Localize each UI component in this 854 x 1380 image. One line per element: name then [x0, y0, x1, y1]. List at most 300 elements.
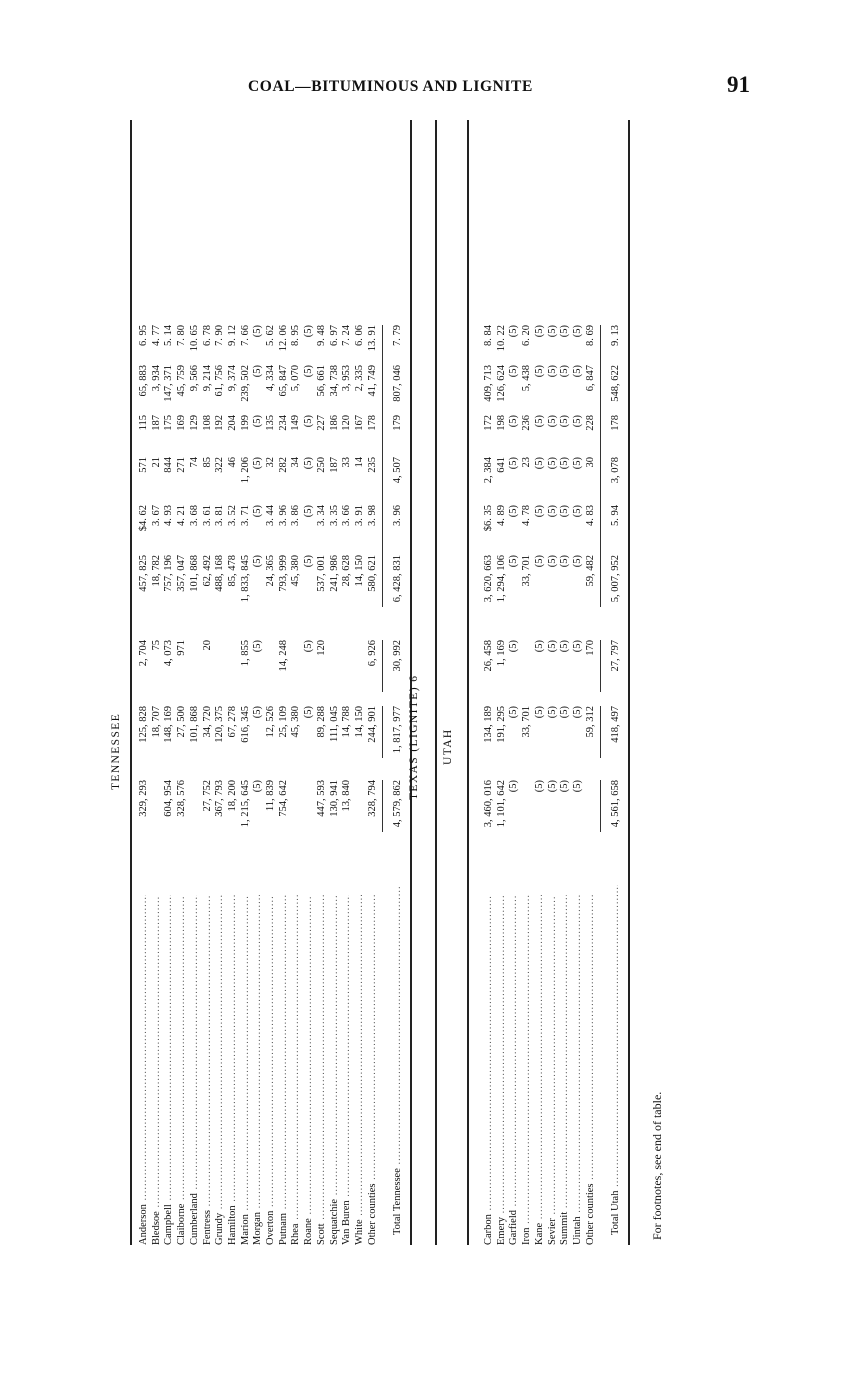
row-value: 41, 749	[366, 365, 378, 397]
row-value: 5. 14	[163, 325, 175, 346]
row-value: $4. 62	[138, 505, 149, 532]
row-value: (5)	[303, 555, 315, 568]
row-value: (5)	[571, 365, 583, 378]
row-value: 6. 97	[328, 325, 340, 346]
row-value: (5)	[508, 365, 520, 378]
row-value: (5)	[546, 640, 558, 653]
row-value: (5)	[533, 365, 545, 378]
row-label: Grundy .....	[214, 895, 226, 1245]
table-row	[329, 120, 341, 1245]
row-value: (5)	[252, 325, 264, 338]
table-row	[252, 120, 264, 1245]
row-value: 2, 335	[353, 365, 365, 392]
row-value: 641	[495, 457, 507, 473]
row-value: 74	[188, 457, 200, 468]
row-value: (5)	[571, 640, 583, 653]
table-row	[572, 120, 584, 1245]
row-value: 59, 312	[584, 706, 596, 738]
row-value: 115	[138, 415, 149, 431]
row-value: 3, 078	[610, 457, 622, 484]
row-value: (5)	[571, 555, 583, 568]
row-value: 204	[226, 415, 238, 431]
row-value: (5)	[533, 505, 545, 518]
row-value: (5)	[303, 457, 315, 470]
row-value: 757, 196	[163, 555, 175, 592]
subtotal-rule	[600, 555, 601, 607]
row-value: (5)	[546, 780, 558, 793]
row-value: 14, 788	[341, 706, 353, 738]
row-label: Total Tennessee .....	[392, 885, 404, 1235]
row-label: Emery .....	[496, 895, 508, 1245]
row-value: 239, 502	[239, 365, 251, 402]
row-value: (5)	[559, 505, 571, 518]
row-value: 33	[341, 457, 353, 468]
row-value: 169	[176, 415, 188, 431]
row-value: 126, 624	[495, 365, 507, 402]
row-label: Rhea .....	[290, 895, 302, 1245]
row-value: 3. 66	[341, 505, 353, 526]
row-value: 20	[201, 640, 213, 651]
row-value: 6, 926	[366, 640, 378, 667]
row-value: 18, 200	[226, 780, 238, 812]
row-value: 198	[495, 415, 507, 431]
table-row	[214, 120, 226, 1245]
row-value: (5)	[303, 706, 315, 719]
subtotal-rule	[600, 780, 601, 832]
row-value: 1, 833, 845	[239, 555, 251, 603]
subtotal-rule	[600, 505, 601, 557]
row-value: 329, 293	[138, 780, 149, 817]
total-row	[392, 120, 404, 1245]
table-row	[151, 120, 163, 1245]
row-value: (5)	[559, 457, 571, 470]
row-value: (5)	[571, 415, 583, 428]
rule-before-utah	[467, 120, 469, 1245]
row-value: 548, 622	[610, 365, 622, 402]
row-label: Van Buren .....	[341, 895, 353, 1245]
row-value: 12. 06	[277, 325, 289, 352]
row-value: 3. 71	[239, 505, 251, 526]
row-value: 3, 460, 016	[483, 780, 494, 828]
row-value: 175	[163, 415, 175, 431]
row-value: 4. 78	[521, 505, 533, 526]
row-value: 179	[392, 415, 404, 431]
row-value: 13. 91	[366, 325, 378, 352]
row-value: 4. 89	[495, 505, 507, 526]
row-value: 75	[150, 640, 162, 651]
row-label: Garfield .....	[508, 895, 520, 1245]
row-value: 5, 007, 952	[610, 555, 622, 603]
row-value: (5)	[546, 706, 558, 719]
row-value: 14, 248	[277, 640, 289, 672]
row-value: 447, 593	[315, 780, 327, 817]
row-value: (5)	[303, 640, 315, 653]
row-value: 1, 855	[239, 640, 251, 667]
row-value: 244, 901	[366, 706, 378, 743]
row-value: 34, 720	[201, 706, 213, 738]
row-value: 793, 999	[277, 555, 289, 592]
row-label: Sevier .....	[547, 895, 559, 1245]
row-label: Other counties .....	[367, 895, 379, 1245]
row-value: 6. 06	[353, 325, 365, 346]
row-value: 11, 839	[265, 780, 276, 812]
row-value: 4, 579, 862	[392, 780, 404, 828]
row-value: 1, 215, 645	[239, 780, 251, 828]
table-row	[521, 120, 533, 1245]
row-value: (5)	[571, 505, 583, 518]
row-value: 807, 046	[392, 365, 404, 402]
row-value: 2, 704	[138, 640, 149, 667]
row-value: 9. 13	[610, 325, 622, 346]
row-value: 7. 24	[341, 325, 353, 346]
row-value: (5)	[571, 325, 583, 338]
row-label: Scott .....	[316, 895, 328, 1245]
row-value: 4. 21	[176, 505, 188, 526]
row-value: (5)	[303, 505, 315, 518]
row-value: 5. 94	[610, 505, 622, 526]
row-value: 241, 986	[328, 555, 340, 592]
row-value: 18, 707	[150, 706, 162, 738]
table-row	[367, 120, 379, 1245]
row-value: 8. 69	[584, 325, 596, 346]
row-value: 9. 48	[315, 325, 327, 346]
row-value: (5)	[252, 457, 264, 470]
table-row	[496, 120, 508, 1245]
row-value: 45, 380	[290, 555, 302, 587]
row-value: 7. 79	[392, 325, 404, 346]
row-value: 1, 169	[495, 640, 507, 667]
row-value: 186	[328, 415, 340, 431]
row-value: 25, 109	[277, 706, 289, 738]
row-value: 9. 12	[226, 325, 238, 346]
subtotal-rule	[382, 325, 383, 377]
row-value: 27, 752	[201, 780, 213, 812]
subtotal-rule	[600, 325, 601, 377]
row-value: 191, 295	[495, 706, 507, 743]
row-value: (5)	[303, 415, 315, 428]
row-value: (5)	[252, 780, 264, 793]
row-value: 12, 526	[265, 706, 276, 738]
row-value: (5)	[533, 325, 545, 338]
row-label: Iron .....	[521, 895, 533, 1245]
row-value: (5)	[508, 325, 520, 338]
row-value: (5)	[546, 415, 558, 428]
running-title: COAL—BITUMINOUS AND LIGNITE	[248, 78, 533, 95]
row-value: 129	[188, 415, 200, 431]
row-value: 3. 98	[366, 505, 378, 526]
row-value: (5)	[559, 325, 571, 338]
row-value: 7. 66	[239, 325, 251, 346]
row-label: White .....	[354, 895, 366, 1245]
row-value: 178	[610, 415, 622, 431]
row-value: 537, 001	[315, 555, 327, 592]
row-value: 580, 621	[366, 555, 378, 592]
row-value: 149	[290, 415, 302, 431]
row-value: 34	[290, 457, 302, 468]
page-header	[0, 70, 854, 110]
row-value: 8. 95	[290, 325, 302, 346]
row-value: 3. 68	[188, 505, 200, 526]
row-value: 10. 65	[188, 325, 200, 352]
row-value: 6. 95	[138, 325, 149, 346]
table-row	[547, 120, 559, 1245]
row-value: 6. 20	[521, 325, 533, 346]
total-row	[610, 120, 622, 1245]
row-value: 18, 782	[150, 555, 162, 587]
row-value: 971	[176, 640, 188, 656]
subtotal-rule	[600, 415, 601, 467]
row-value: 89, 288	[315, 706, 327, 738]
row-value: 3. 44	[265, 505, 276, 526]
row-value: 3, 953	[341, 365, 353, 392]
subtotal-rule	[382, 706, 383, 758]
table-row	[303, 120, 315, 1245]
subtotal-rule	[382, 505, 383, 557]
row-label: Cumberland .....	[189, 895, 201, 1245]
row-value: 45, 759	[176, 365, 188, 397]
row-value: 101, 868	[188, 706, 200, 743]
row-value: (5)	[252, 555, 264, 568]
row-label: Other counties .....	[585, 895, 597, 1245]
row-value: 4, 334	[265, 365, 276, 392]
row-value: 328, 794	[366, 780, 378, 817]
row-label: Carbon .....	[483, 895, 495, 1245]
table-row	[202, 120, 214, 1245]
row-value: 1, 101, 642	[495, 780, 507, 828]
row-value: 3. 96	[392, 505, 404, 526]
row-value: 4, 073	[163, 640, 175, 667]
row-value: 7. 90	[214, 325, 226, 346]
row-value: 235	[366, 457, 378, 473]
row-value: 4. 83	[584, 505, 596, 526]
row-value: 167	[353, 415, 365, 431]
page-number: 91	[727, 72, 750, 97]
row-value: 134, 189	[483, 706, 494, 743]
row-label: Summit .....	[559, 895, 571, 1245]
row-value: (5)	[559, 780, 571, 793]
row-value: 250	[315, 457, 327, 473]
row-value: 4. 77	[150, 325, 162, 346]
row-value: 3. 86	[290, 505, 302, 526]
row-value: 1, 206	[239, 457, 251, 484]
row-value: (5)	[508, 505, 520, 518]
row-value: 409, 713	[483, 365, 494, 402]
row-value: (5)	[533, 706, 545, 719]
table-row	[585, 120, 597, 1245]
row-value: 34, 738	[328, 365, 340, 397]
row-value: 2, 384	[483, 457, 494, 484]
row-value: (5)	[571, 457, 583, 470]
row-label: Morgan .....	[252, 895, 264, 1245]
row-value: 4, 507	[392, 457, 404, 484]
section-title-tennessee: TENNESSEE	[110, 712, 122, 790]
table-row	[290, 120, 302, 1245]
row-value: (5)	[303, 325, 315, 338]
row-value: 172	[483, 415, 494, 431]
row-value: 21	[150, 457, 162, 468]
table-row	[534, 120, 546, 1245]
subtotal-rule	[382, 780, 383, 832]
row-value: 604, 954	[163, 780, 175, 817]
row-value: 13, 840	[341, 780, 353, 812]
row-label: Hamilton .....	[227, 895, 239, 1245]
row-label: Fentress .....	[202, 895, 214, 1245]
row-value: (5)	[533, 457, 545, 470]
row-value: 62, 492	[201, 555, 213, 587]
row-value: 125, 828	[138, 706, 149, 743]
row-value: 1, 817, 977	[392, 706, 404, 754]
row-value: 27, 797	[610, 640, 622, 672]
row-value: 120	[315, 640, 327, 656]
row-value: 3. 96	[277, 505, 289, 526]
table-row	[227, 120, 239, 1245]
row-value: (5)	[559, 415, 571, 428]
row-value: 120, 375	[214, 706, 226, 743]
rotated-data-table	[105, 120, 640, 1245]
table-row	[483, 120, 495, 1245]
row-value: 228	[584, 415, 596, 431]
row-value: 457, 825	[138, 555, 149, 592]
row-value: 14, 150	[353, 555, 365, 587]
subtotal-rule	[382, 640, 383, 692]
row-label: Kane .....	[534, 895, 546, 1245]
row-value: 7. 80	[176, 325, 188, 346]
subtotal-rule	[382, 415, 383, 467]
row-value: 101, 868	[188, 555, 200, 592]
row-value: (5)	[559, 640, 571, 653]
row-value: 418, 497	[610, 706, 622, 743]
row-value: 6, 847	[584, 365, 596, 392]
row-label: Bledsoe .....	[151, 895, 163, 1245]
row-value: (5)	[303, 365, 315, 378]
row-value: 65, 883	[138, 365, 149, 397]
row-value: 844	[163, 457, 175, 473]
row-value: 3. 61	[201, 505, 213, 526]
row-value: 120	[341, 415, 353, 431]
row-value: 56, 661	[315, 365, 327, 397]
table-row	[316, 120, 328, 1245]
row-label: Overton .....	[265, 895, 277, 1245]
row-value: 3. 52	[226, 505, 238, 526]
row-value: (5)	[508, 415, 520, 428]
row-value: 192	[214, 415, 226, 431]
subtotal-rule	[600, 640, 601, 692]
table-row	[559, 120, 571, 1245]
row-value: 108	[201, 415, 213, 431]
row-value: 27, 500	[176, 706, 188, 738]
row-value: 234	[277, 415, 289, 431]
row-value: 14, 150	[353, 706, 365, 738]
row-value: 6, 428, 831	[392, 555, 404, 603]
row-value: (5)	[546, 505, 558, 518]
row-value: 28, 628	[341, 555, 353, 587]
row-value: 32	[265, 457, 276, 468]
row-label: Sequatchie .....	[329, 895, 341, 1245]
row-value: 24, 365	[265, 555, 276, 587]
row-value: (5)	[252, 415, 264, 428]
row-value: $6. 35	[483, 505, 494, 532]
row-value: (5)	[508, 780, 520, 793]
row-value: 1, 294, 106	[495, 555, 507, 603]
row-value: 26, 458	[483, 640, 494, 672]
row-value: (5)	[559, 365, 571, 378]
row-value: 23	[521, 457, 533, 468]
section-title-texas: TEXAS (LIGNITE) 6	[408, 674, 420, 800]
row-value: 30	[584, 457, 596, 468]
row-label: Uintah .....	[572, 895, 584, 1245]
row-value: 178	[366, 415, 378, 431]
row-label: Marion .....	[240, 895, 252, 1245]
table-row	[341, 120, 353, 1245]
row-value: (5)	[508, 706, 520, 719]
row-value: (5)	[546, 555, 558, 568]
row-label: Campbell .....	[163, 895, 175, 1245]
rule-top	[130, 120, 132, 1245]
row-value: 5, 070	[290, 365, 302, 392]
footnote: For footnotes, see end of table.	[650, 1091, 664, 1240]
row-value: 6. 78	[201, 325, 213, 346]
row-value: 135	[265, 415, 276, 431]
row-value: 488, 168	[214, 555, 226, 592]
row-value: 9, 374	[226, 365, 238, 392]
row-value: (5)	[533, 415, 545, 428]
row-value: 187	[328, 457, 340, 473]
table-row	[163, 120, 175, 1245]
row-value: 65, 847	[277, 365, 289, 397]
row-label: Putnam .....	[278, 895, 290, 1245]
table-row	[189, 120, 201, 1245]
subtotal-rule	[600, 706, 601, 758]
table-row	[508, 120, 520, 1245]
row-value: 61, 756	[214, 365, 226, 397]
table-row	[138, 120, 150, 1245]
row-value: 8. 84	[483, 325, 494, 346]
row-value: 3. 35	[328, 505, 340, 526]
row-value: 14	[353, 457, 365, 468]
row-value: 3, 934	[150, 365, 162, 392]
row-value: 367, 793	[214, 780, 226, 817]
row-value: 227	[315, 415, 327, 431]
row-label: Claiborne .....	[176, 895, 188, 1245]
row-value: 33, 701	[521, 706, 533, 738]
row-value: (5)	[252, 706, 264, 719]
row-value: (5)	[252, 640, 264, 653]
rule-after-texas	[435, 120, 437, 1245]
row-value: 616, 345	[239, 706, 251, 743]
row-value: 85, 478	[226, 555, 238, 587]
row-value: (5)	[559, 706, 571, 719]
row-value: (5)	[546, 457, 558, 470]
row-label: Total Utah .....	[610, 885, 622, 1235]
row-value: 45, 380	[290, 706, 302, 738]
row-value: 9, 566	[188, 365, 200, 392]
row-value: 4, 561, 658	[610, 780, 622, 828]
row-value: 3. 91	[353, 505, 365, 526]
section-title-utah: UTAH	[442, 728, 454, 765]
row-value: 111, 045	[328, 706, 340, 742]
row-value: 3. 67	[150, 505, 162, 526]
table-row	[265, 120, 277, 1245]
row-value: (5)	[508, 555, 520, 568]
row-value: 9, 214	[201, 365, 213, 392]
row-value: 754, 642	[277, 780, 289, 817]
row-value: 4. 93	[163, 505, 175, 526]
row-value: 187	[150, 415, 162, 431]
row-value: 85	[201, 457, 213, 468]
row-value: 170	[584, 640, 596, 656]
row-value: 3. 81	[214, 505, 226, 526]
row-value: 282	[277, 457, 289, 473]
